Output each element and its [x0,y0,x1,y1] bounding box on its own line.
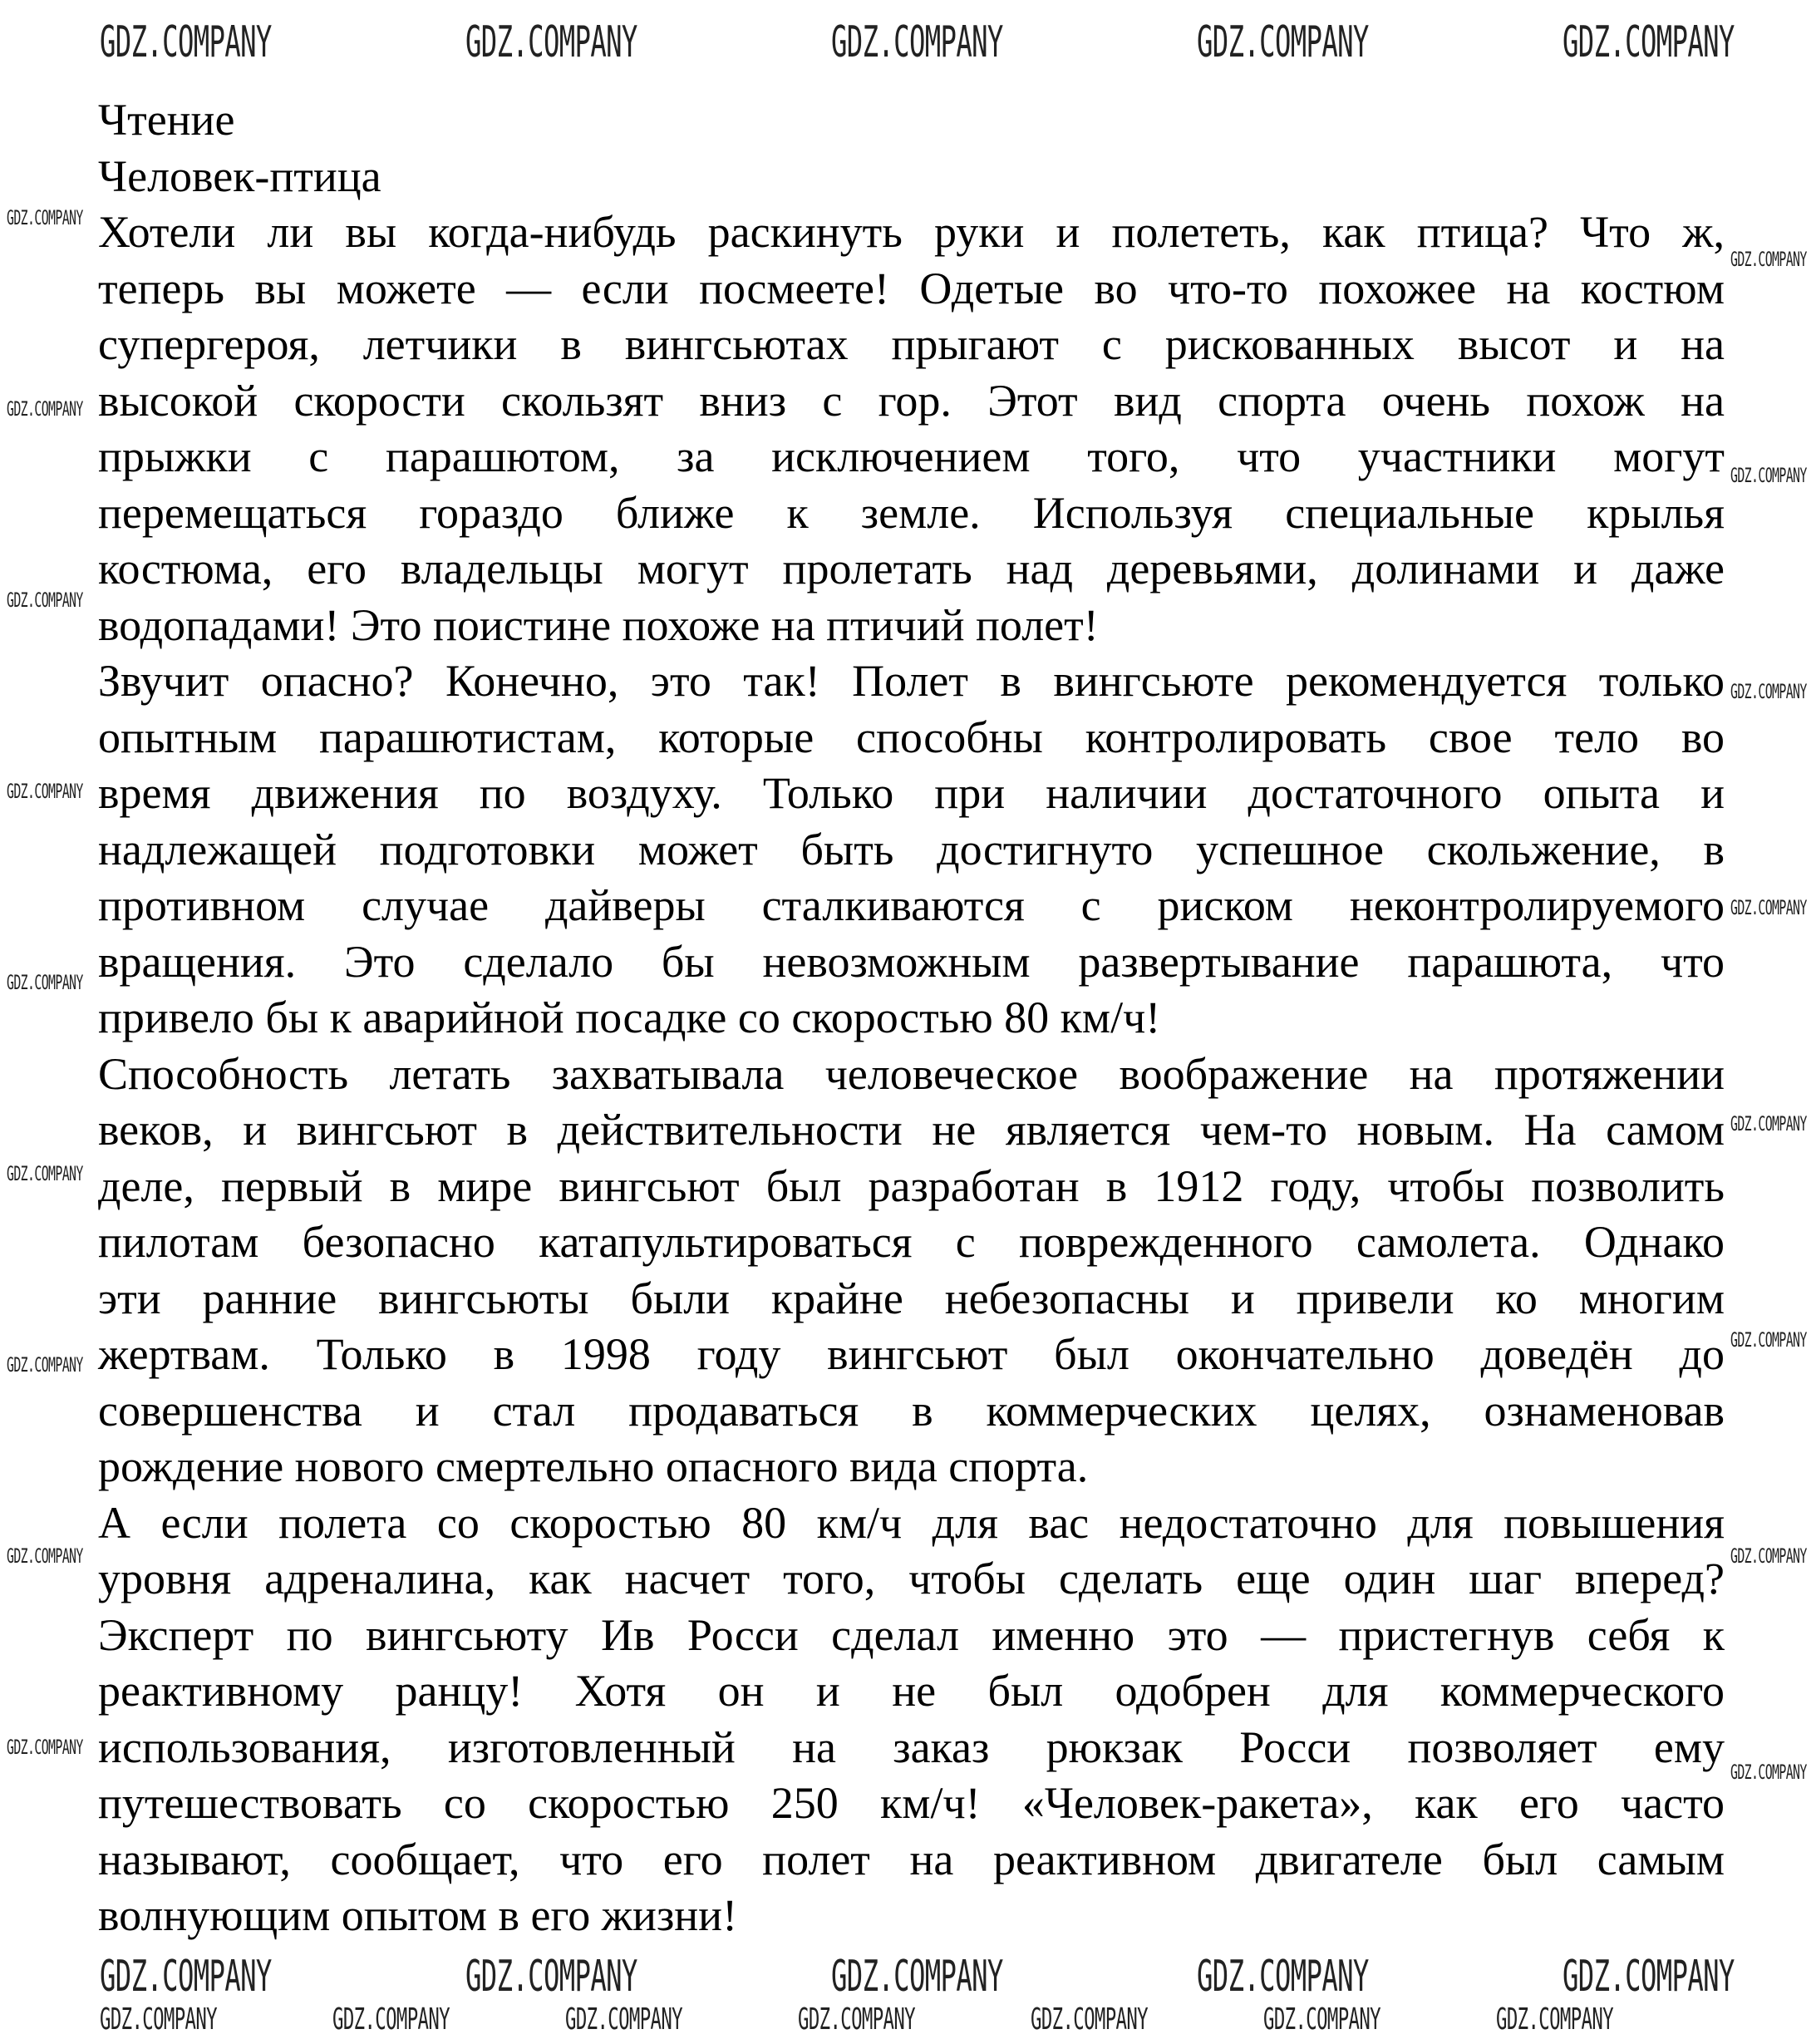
text-line: время движения по воздуху. Только при наличии достаточного опыта и [98,768,1725,818]
article-body [98,204,1725,1944]
watermark: GDZ.COMPANY [7,206,83,229]
watermark: GDZ.COMPANY [7,1162,83,1185]
watermark: GDZ.COMPANY [1730,464,1807,487]
watermark: GDZ.COMPANY [1730,1328,1807,1352]
text-line: привело бы к аварийной посадке со скоростью 80 км/ч! [98,992,1161,1042]
watermark: GDZ.COMPANY [7,1736,83,1759]
text-line: высокой скорости скользят вниз с гор. Этот вид спорта очень похож на [98,375,1725,426]
text-line: совершенства и стал продаваться в коммерческих целях, ознаменовав [98,1385,1725,1436]
text-line: деле, первый в мире вингсьют был разработан в 1912 году, чтобы позволить [98,1160,1725,1211]
text-line: реактивному ранцу! Хотя он и не был одобрен для коммерческого [98,1666,1725,1716]
text-line: использования, изготовленный на заказ рюкзак Росси позволяет ему [98,1721,1725,1772]
watermark: GDZ.COMPANY [1563,17,1735,67]
watermark: GDZ.COMPANY [7,1353,83,1377]
watermark: GDZ.COMPANY [7,780,83,803]
text-line: Эксперт по вингсьюту Ив Росси сделал именно это — пристегнув себя к [98,1609,1725,1660]
text-line: Способность летать захватывала человеческое воображение на протяжении [98,1048,1725,1099]
section-label: Чтение [98,95,235,145]
paragraph [98,1495,1725,1944]
text-line: костюма, его владельцы могут пролетать над деревьями, долинами и даже [98,544,1725,593]
watermark: GDZ.COMPANY [1197,17,1369,67]
paragraph [98,1047,1725,1495]
text-line: называют, сообщает, что его полет на реактивном двигателе был самым [98,1834,1725,1884]
watermark: GDZ.COMPANY [7,397,83,421]
watermark: GDZ.COMPANY [100,2002,218,2037]
watermark: GDZ.COMPANY [831,17,1003,67]
text-line: прыжки с парашютом, за исключением того, что участники могут [98,431,1725,481]
text-line: веков, и вингсьют в действительности не является чем-то новым. На самом [98,1105,1725,1155]
watermark: GDZ.COMPANY [100,17,272,67]
watermark: GDZ.COMPANY [100,1952,272,2002]
text-line: волнующим опытом в его жизни! [98,1890,738,1940]
watermark: GDZ.COMPANY [1197,1952,1369,2002]
watermark: GDZ.COMPANY [1031,2002,1149,2037]
text-line: вращения. Это сделало бы невозможным развертывание парашюта, что [98,936,1725,987]
text-line: супергероя, летчики в вингсьютах прыгают с рискованных высот и на [98,319,1725,369]
text-line: надлежащей подготовки может быть достигнуто успешное скольжение, в [98,824,1725,874]
text-line: перемещаться гораздо ближе к земле. Используя специальные крылья [98,487,1725,538]
text-line: жертвам. Только в 1998 году вингсьют был окончательно доведён до [98,1329,1725,1379]
text-line: противном случае дайверы сталкиваются с риском неконтролируемого [98,880,1725,930]
watermark: GDZ.COMPANY [1730,680,1807,703]
paragraph [98,204,1725,653]
watermark: GDZ.COMPANY [1730,1112,1807,1135]
watermark: GDZ.COMPANY [1730,1761,1807,1784]
text-line: пилотам безопасно катапультироваться с поврежденного самолета. Однако [98,1217,1725,1267]
text-line: эти ранние вингсьюты были крайне небезопасны и привели ко многим [98,1273,1725,1323]
watermark: GDZ.COMPANY [7,1544,83,1568]
reading-document [98,92,1725,1944]
watermark: GDZ.COMPANY [831,1952,1003,2002]
text-line: опытным парашютистам, которые способны контролировать свое тело во [98,712,1725,762]
watermark: GDZ.COMPANY [565,2002,683,2037]
watermark: GDZ.COMPANY [1563,1952,1735,2002]
text-line: Хотели ли вы когда-нибудь раскинуть руки и полететь, как птица? Что ж, [98,207,1725,257]
text-line: Звучит опасно? Конечно, это так! Полет в вингсьюте рекомендуется только [98,656,1725,706]
text-line: А если полета со скоростью 80 км/ч для вас недостаточно для повышения [98,1497,1725,1548]
article-title: Человек-птица [98,150,381,201]
watermark: GDZ.COMPANY [332,2002,450,2037]
text-line: путешествовать со скоростью 250 км/ч! «Человек-ракета», как его часто [98,1778,1725,1828]
paragraph [98,653,1725,1047]
watermark: GDZ.COMPANY [1730,896,1807,919]
watermark: GDZ.COMPANY [7,589,83,612]
text-line: водопадами! Это поистине похоже на птичий полет! [98,599,1099,650]
watermark: GDZ.COMPANY [465,1952,637,2002]
text-line: уровня адреналина, как насчет того, чтобы сделать еще один шаг вперед? [98,1554,1725,1603]
watermark: GDZ.COMPANY [1496,2002,1614,2037]
watermark: GDZ.COMPANY [1730,248,1807,271]
watermark: GDZ.COMPANY [7,971,83,994]
watermark: GDZ.COMPANY [465,17,637,67]
watermark: GDZ.COMPANY [798,2002,916,2037]
watermark: GDZ.COMPANY [1730,1544,1807,1568]
text-line: рождение нового смертельно опасного вида спорта. [98,1441,1089,1491]
watermark: GDZ.COMPANY [1263,2002,1381,2037]
text-line: теперь вы можете — если посмеете! Одетые во что-то похожее на костюм [98,263,1725,313]
